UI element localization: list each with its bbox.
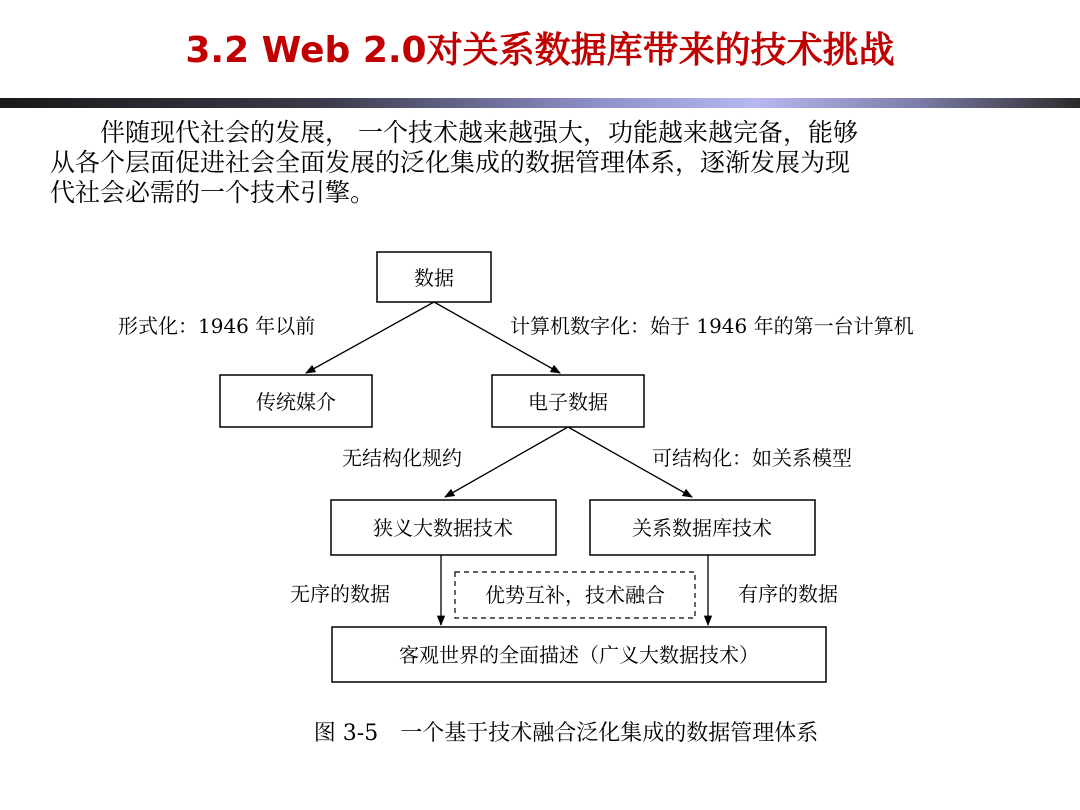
edge-label-structured: 可结构化：如关系模型: [652, 446, 852, 470]
node-data-label: 数据: [414, 266, 454, 290]
paragraph-line-2: 从各个层面促进社会全面发展的泛化集成的数据管理体系，逐渐发展为现: [50, 148, 851, 177]
edge-label-digitization: 计算机数字化：始于 1946 年的第一台计算机: [510, 314, 914, 338]
edge-label-formalization: 形式化：1946 年以前: [118, 314, 316, 338]
node-relational-db-label: 关系数据库技术: [632, 516, 772, 540]
edge-label-ordered-data: 有序的数据: [738, 582, 838, 606]
node-traditional-media-label: 传统媒介: [256, 390, 336, 414]
node-full-description-label: 客观世界的全面描述（广义大数据技术）: [399, 643, 759, 667]
paragraph-line-1: 伴随现代社会的发展， 一个技术越来越强大，功能越来越完备，能够: [100, 118, 858, 147]
arrow-to-traditional-media: [306, 302, 434, 373]
node-narrow-big-data-label: 狭义大数据技术: [373, 516, 513, 540]
paragraph-line-3: 代社会必需的一个技术引擎。: [50, 178, 376, 207]
edge-label-unordered-data: 无序的数据: [290, 582, 390, 606]
figure-caption: 图 3-5 一个基于技术融合泛化集成的数据管理体系: [313, 721, 819, 746]
node-electronic-data-label: 电子数据: [528, 390, 608, 414]
arrow-to-narrow-big-data: [445, 427, 568, 497]
slide-title: 3.2 Web 2.0对关系数据库带来的技术挑战: [185, 30, 895, 71]
node-complementary-label: 优势互补，技术融合: [485, 583, 665, 607]
edge-label-unstructured: 无结构化规约: [342, 446, 462, 470]
